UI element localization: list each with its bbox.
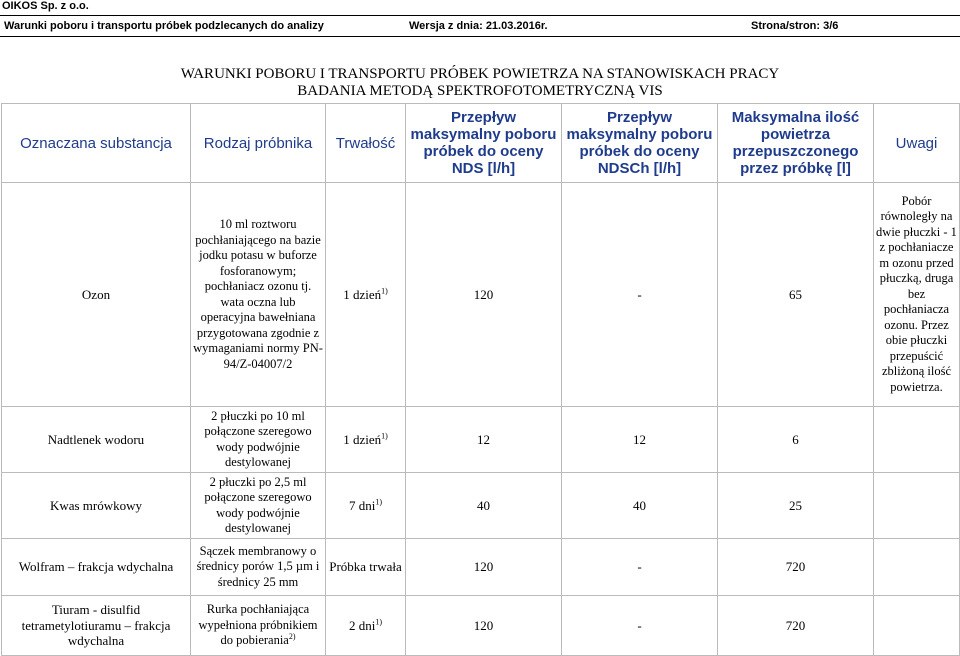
durability-text: 1 dzień xyxy=(343,286,382,302)
cell-durability xyxy=(326,407,406,473)
table-row xyxy=(2,183,960,407)
cell-durability xyxy=(326,596,406,656)
durability-text: Próbka trwała xyxy=(329,559,402,575)
cell-sampler: Sączek membranowy o średnicy porów 1,5 µm i średnicy 25 mm xyxy=(191,539,326,596)
sampling-table xyxy=(1,103,960,656)
cell-flow-ndsch: - xyxy=(562,539,718,596)
cell-flow-nds: 120 xyxy=(406,539,562,596)
cell-durability xyxy=(326,539,406,596)
cell-max-air: 720 xyxy=(718,596,874,656)
col-flow-ndsch: Przepływ maksymalny poboru próbek do oceny NDSCh [l/h] xyxy=(562,104,718,183)
company-name: OIKOS Sp. z o.o. xyxy=(2,0,89,12)
sampler-text: Rurka pochłaniająca wypełniona próbnikiem do pobierania xyxy=(198,602,318,648)
cell-remarks xyxy=(874,407,960,473)
cell-flow-nds: 40 xyxy=(406,473,562,539)
cell-remarks xyxy=(874,596,960,656)
cell-sampler: 2 płuczki po 2,5 ml połączone szeregowo wody podwójnie destylowanej xyxy=(191,473,326,539)
header-page: Strona/stron: 3/6 xyxy=(751,20,839,32)
col-remarks: Uwagi xyxy=(874,104,960,183)
cell-max-air: 25 xyxy=(718,473,874,539)
table-row xyxy=(2,473,960,539)
footnote-ref: 1) xyxy=(381,431,388,441)
table-header-row xyxy=(2,104,960,183)
cell-flow-nds: 120 xyxy=(406,183,562,407)
cell-flow-nds: 120 xyxy=(406,596,562,656)
durability-text: 2 dni xyxy=(348,617,376,633)
cell-durability xyxy=(326,183,406,407)
col-durability: Trwałość xyxy=(326,104,406,183)
durability-text: 7 dni xyxy=(348,497,376,513)
cell-remarks: Pobór równoległy na dwie płuczki - 1 z pochłaniacze m ozonu przed płuczką, druga bez pochłaniacza ozonu. Przez obie płuczki przepuścić zbliżoną ilość powietrza. xyxy=(874,183,960,407)
cell-max-air: 65 xyxy=(718,183,874,407)
footnote-ref: 2) xyxy=(288,632,296,642)
cell-remarks xyxy=(874,539,960,596)
cell-substance: Wolfram – frakcja wdychalna xyxy=(2,539,191,596)
page-title: WARUNKI POBORU I TRANSPORTU PRÓBEK POWIETRZA NA STANOWISKACH PRACY xyxy=(180,66,780,82)
col-flow-nds: Przepływ maksymalny poboru próbek do oceny NDS [l/h] xyxy=(406,104,562,183)
header-version: Wersja z dnia: 21.03.2016r. xyxy=(409,20,548,32)
cell-remarks xyxy=(874,473,960,539)
cell-substance: Nadtlenek wodoru xyxy=(2,407,191,473)
cell-substance: Ozon xyxy=(2,183,191,407)
cell-substance: Tiuram - disulfid tetrametylotiuramu – frakcja wdychalna xyxy=(2,596,191,656)
cell-sampler xyxy=(191,596,326,656)
header-doc-title: Warunki poboru i transportu próbek podzlecanych do analizy xyxy=(4,20,324,32)
durability-text: 1 dzień xyxy=(343,431,382,447)
table-row xyxy=(2,539,960,596)
footnote-ref: 1) xyxy=(375,497,383,507)
cell-flow-ndsch: - xyxy=(562,596,718,656)
cell-flow-nds: 12 xyxy=(406,407,562,473)
cell-flow-ndsch: 40 xyxy=(562,473,718,539)
cell-max-air: 6 xyxy=(718,407,874,473)
cell-sampler: 10 ml roztworu pochłaniającego na bazie jodku potasu w buforze fosforanowym; pochłaniacz ozonu tj. wata oczna lub operacyjna bawełniana przygotowana zgodnie z wymaganiami normy PN-94/Z-04007/2 xyxy=(191,183,326,407)
footnote-ref: 1) xyxy=(381,286,388,296)
cell-flow-ndsch: 12 xyxy=(562,407,718,473)
cell-max-air: 720 xyxy=(718,539,874,596)
col-sampler: Rodzaj próbnika xyxy=(191,104,326,183)
table-row xyxy=(2,596,960,656)
table-row xyxy=(2,407,960,473)
cell-substance: Kwas mrówkowy xyxy=(2,473,191,539)
footnote-ref: 1) xyxy=(375,617,383,627)
page-subtitle: BADANIA METODĄ SPEKTROFOTOMETRYCZNĄ VIS xyxy=(297,83,663,99)
cell-flow-ndsch: - xyxy=(562,183,718,407)
cell-sampler: 2 płuczki po 10 ml połączone szeregowo wody podwójnie destylowanej xyxy=(191,407,326,473)
col-substance: Oznaczana substancja xyxy=(2,104,191,183)
document-header xyxy=(0,15,960,37)
cell-durability xyxy=(326,473,406,539)
col-max-air: Maksymalna ilość powietrza przepuszczonego przez próbkę [l] xyxy=(718,104,874,183)
